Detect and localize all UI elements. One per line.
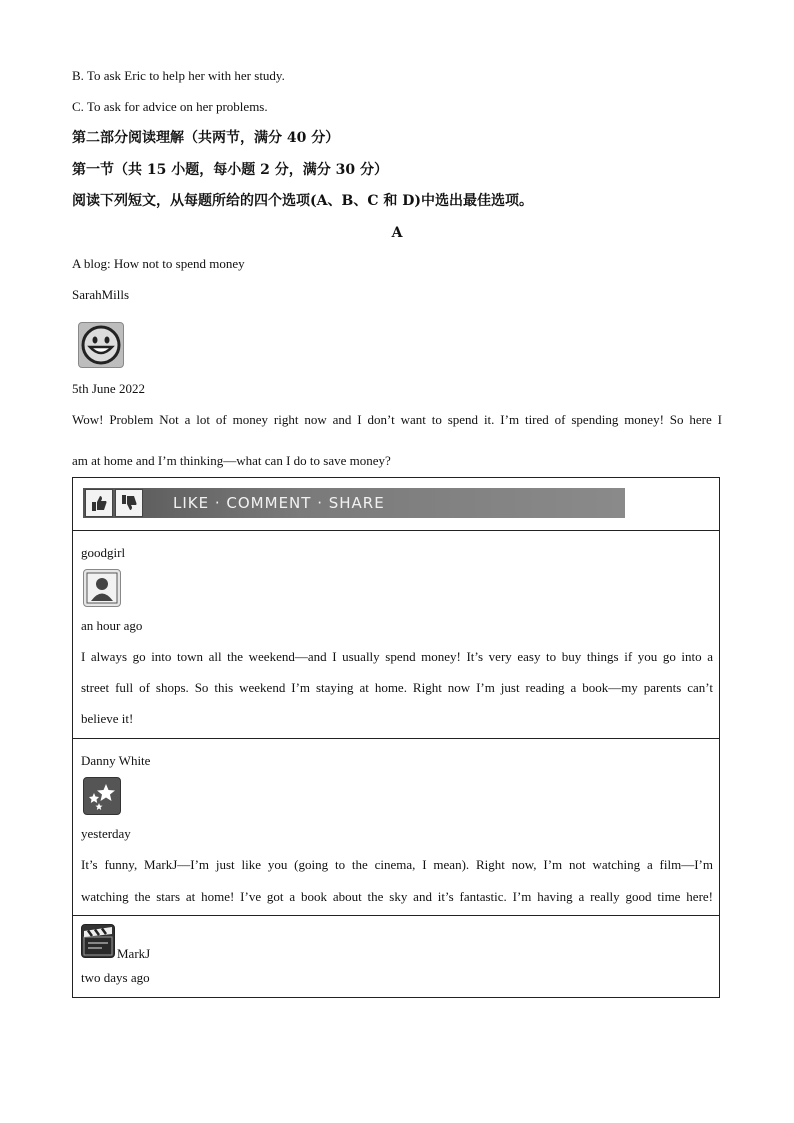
part-title: 第二部分阅读理解（共两节，满分 40 分） [72, 130, 340, 146]
comment-time: yesterday [81, 826, 131, 841]
comments-table [72, 477, 720, 998]
comment-text-line: I always go into town all the weekend—and I usually spend money! It’s very easy to buy things if you go into a [81, 649, 713, 664]
smiley-avatar-icon [78, 322, 124, 368]
clapperboard-icon [81, 924, 115, 958]
stars-icon [83, 777, 121, 815]
blog-post-line-2: am at home and I’m thinking—what can I do to save money? [72, 453, 391, 468]
comment-user: Danny White [81, 753, 151, 768]
instruction: 阅读下列短文，从每题所给的四个选项(A、B、C 和 D)中选出最佳选项。 [72, 193, 533, 209]
subsection-title: 第一节（共 15 小题，每小题 2 分，满分 30 分） [72, 162, 388, 178]
comment-text-line: street full of shops. So this weekend I’m staying at home. Right now I’m just reading a book—my parents can’t [81, 680, 713, 695]
thumbs-down-icon[interactable] [115, 489, 143, 517]
blog-post-line-1: Wow! Problem Not a lot of money right now and I don’t want to spend it. I’m tired of spending money! So here I [72, 412, 722, 427]
social-bar-text[interactable]: LIKE · COMMENT · SHARE [173, 494, 385, 512]
comment-user: MarkJ [117, 946, 151, 961]
thumbs-up-icon[interactable] [85, 489, 113, 517]
blog-title: A blog: How not to spend money [72, 256, 245, 271]
social-bar [83, 488, 625, 518]
option-c: C. To ask for advice on her problems. [72, 99, 268, 114]
comment-text-line: watching the stars at home! I’ve got a book about the sky and it’s fantastic. I’m having a really good time here! [81, 889, 713, 904]
passage-label: A [391, 225, 403, 241]
comment-goodgirl [73, 530, 719, 739]
option-b: B. To ask Eric to help her with her study. [72, 68, 285, 83]
comment-markj [73, 915, 719, 999]
comment-text-line: It’s funny, MarkJ—I’m just like you (going to the cinema, I mean). Right now, I’m not watching a film—I’m [81, 857, 713, 872]
comment-text-line: believe it! [81, 711, 134, 726]
blog-date: 5th June 2022 [72, 381, 145, 396]
comment-time: an hour ago [81, 618, 143, 633]
comment-danny-white [73, 738, 719, 916]
blog-author: SarahMills [72, 287, 130, 302]
person-silhouette-icon [83, 569, 121, 607]
comment-user: goodgirl [81, 545, 126, 560]
comment-time: two days ago [81, 970, 150, 985]
